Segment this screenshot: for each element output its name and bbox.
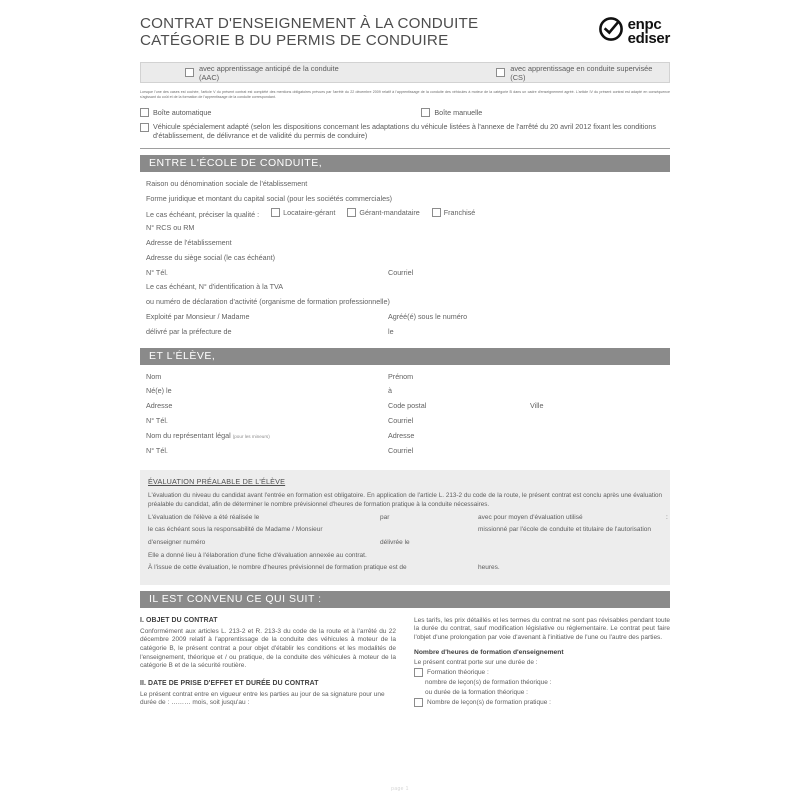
field-label: Adresse de l'établissement: [146, 238, 232, 247]
article-1-title: I. OBJET DU CONTRAT: [140, 616, 218, 624]
field-row: [140, 297, 670, 312]
field-label: délivré par la préfecture de: [146, 326, 232, 336]
evaluation-label: Elle a donné lieu à l'élaboration d'une fiche d'évaluation annexée au contrat.: [148, 551, 367, 559]
field-label: Nom: [146, 371, 162, 381]
evaluation-label: heures.: [478, 564, 500, 572]
section-header-convenu: IL EST CONVENU CE QUI SUIT :: [140, 591, 670, 608]
field-label: Le cas échéant, N° d'identification à la TVA: [146, 282, 284, 292]
evaluation-label: missionné par l'école de conduite et titulaire de l'autorisation: [478, 526, 652, 534]
brand-name-line-2: ediser: [627, 29, 670, 47]
checkbox-boite-automatique[interactable]: [140, 108, 211, 117]
title-line-2: CATÉGORIE B DU PERMIS DE CONDUIRE: [140, 31, 449, 49]
page-footer: page 1: [391, 786, 409, 792]
checkbox-box-icon[interactable]: [140, 108, 149, 117]
article-2-title: II. DATE DE PRISE D'EFFET ET DURÉE DU CONTRAT: [140, 679, 319, 687]
field-label: Courriel: [388, 267, 414, 277]
legal-fineprint: Lorsque l'une des cases est cochée, l'article V du présent contrat est complété des mentions obligatoires prévues par l'arrêté du 22 décembre 2009 relatif à l'apprentissage de la conduite des véhicules à moteur de la catégorie B dans un cadre d'enseignement agréé. L'article IV du présent contrat est adapté en conséquence s'agissant du coût et de la formation de l'apprentissage de la conduite correspondant.: [140, 90, 670, 100]
field-row: [140, 416, 670, 431]
brand-name-line-1: enpc: [627, 15, 662, 33]
learning-mode-band: [140, 62, 670, 83]
field-row: [140, 253, 670, 268]
evaluation-label: le cas échéant sous la responsabilité de Madame / Monsieur: [148, 526, 323, 534]
document-header: [140, 14, 670, 58]
evaluation-label: À l'issue de cette évaluation, le nombre d'heures prévisionnel de formation pratique est de: [148, 564, 407, 572]
checkbox-formation-theorique[interactable]: [414, 668, 670, 678]
checkbox-cs[interactable]: [496, 64, 669, 82]
checkbox-box-icon[interactable]: [496, 68, 505, 77]
evaluation-paragraph: L'évaluation du niveau du candidat avant l'entrée en formation est obligatoire. En application de l'article L. 213-2 du code de la route, le présent contrat est conclu après une évaluation préalable du candidat, afin de déterminer le nombre prévisionnel d'heures de formation pratique à la conduite nécessaires.: [148, 492, 662, 508]
checkbox-boite-automatique-label: Boîte automatique: [153, 107, 212, 117]
article-1-text: Conformément aux articles L. 213-2 et R. 213-3 du code de la route et à l'arrêté du 22 décembre 2009 relatif à l'apprentissage de la conduite des véhicules à moteur de la catégorie B, le présent contrat a pour objet d'établir les conditions et les modalités de l'enseignement, théorique et / ou pratique, de la conduite des véhicules à moteur de la catégorie B et de la sécurité routière.: [140, 627, 396, 670]
evaluation-row: [148, 526, 662, 539]
check-circle-icon: [598, 16, 624, 47]
field-row: [140, 431, 670, 446]
evaluation-row: [148, 539, 662, 552]
field-label: [146, 431, 270, 440]
checkbox-formation-pratique-label: Nombre de leçon(s) de formation pratique :: [427, 698, 551, 706]
field-label: N° Tél.: [146, 267, 168, 277]
field-row: [140, 194, 670, 209]
field-row: [140, 312, 670, 327]
field-label: Courriel: [388, 445, 414, 455]
brand-name: [627, 15, 670, 47]
field-label: Adresse: [388, 430, 415, 440]
evaluation-row: [148, 552, 662, 565]
field-label: Ville: [530, 401, 544, 411]
checkbox-box-icon[interactable]: [414, 668, 423, 677]
checkbox-formation-theorique-label: Formation théorique :: [427, 668, 489, 676]
field-label: Courriel: [388, 415, 414, 425]
field-label-text: Le cas échéant, préciser la qualité :: [146, 210, 260, 220]
field-label: N° Tél.: [146, 445, 168, 455]
field-label: Adresse du siège social (le cas échéant): [146, 252, 276, 262]
field-label: le: [388, 326, 394, 336]
checkbox-vehicule-adapte[interactable]: [140, 122, 670, 141]
checkbox-box-icon[interactable]: [414, 698, 423, 707]
checkbox-box-icon[interactable]: [185, 68, 194, 77]
field-row: [140, 179, 670, 194]
title-line-1: CONTRAT D'ENSEIGNEMENT À LA CONDUITE: [140, 15, 479, 32]
checkbox-gerant-mandataire[interactable]: [347, 208, 419, 217]
ecole-fields: [140, 179, 670, 342]
agreement-body: [140, 617, 670, 712]
checkbox-aac-label: avec apprentissage anticipé de la conduite (AAC): [199, 63, 339, 82]
evaluation-row: [148, 564, 662, 577]
field-label: ou numéro de déclaration d'activité (organisme de formation professionnelle): [146, 297, 390, 307]
field-row: [140, 386, 670, 401]
agreement-left-column: [140, 617, 396, 712]
evaluation-label: par: [380, 513, 390, 521]
gearbox-options: [140, 108, 670, 117]
field-label: Agréé(é) sous le numéro: [388, 311, 468, 321]
evaluation-row: [148, 513, 668, 527]
field-row: [140, 327, 670, 342]
divider: [140, 148, 670, 149]
checkbox-aac[interactable]: [185, 64, 360, 82]
field-row: [140, 446, 670, 461]
evaluation-label: L'évaluation de l'élève a été réalisée le: [148, 513, 260, 521]
checkbox-vehicule-adapte-label: Véhicule spécialement adapté (selon les dispositions concernant les adaptations du véhicule listées à l'annexe de l'arrêté du 20 avril 2012 fixant les conditions d'établissement, de délivrance et de validité du permis de conduire): [153, 121, 656, 141]
hours-intro: Le présent contrat porte sur une durée de :: [414, 658, 538, 666]
checkbox-box-icon[interactable]: [347, 208, 356, 217]
checkbox-cs-label: avec apprentissage en conduite supervisée (CS): [510, 63, 653, 82]
field-label: Adresse: [146, 401, 173, 411]
checkbox-boite-manuelle[interactable]: [421, 108, 482, 117]
checkbox-box-icon[interactable]: [271, 208, 280, 217]
field-row: [140, 282, 670, 297]
field-label: à: [388, 386, 392, 396]
field-row: [140, 268, 670, 283]
brand-logo: [598, 14, 670, 47]
field-label: N° Tél.: [146, 415, 168, 425]
evaluation-label: d'enseigner numéro: [148, 538, 206, 546]
tariff-text: Les tarifs, les prix détaillés et les termes du contrat ne sont pas révisables pendant toute la durée du contrat, sauf modification législative ou réglementaire. Le contrat peut faire l'objet d'une prolongation par voie d'avenant à l'initiative de l'une ou l'autre des parties.: [414, 616, 670, 641]
evaluation-label: délivrée le: [380, 538, 410, 546]
checkbox-franchise-label: Franchisé: [443, 208, 476, 218]
article-2-text: Le présent contrat entre en vigueur entre les parties au jour de sa signature pour une durée de : ……… mois, soit jusqu'au :: [140, 690, 385, 707]
field-row: [140, 238, 670, 253]
field-label: Exploité par Monsieur / Madame: [146, 311, 250, 321]
field-row: [140, 401, 670, 416]
field-row: [140, 223, 670, 238]
field-label: Prénom: [388, 371, 414, 381]
field-row-qualite: [140, 208, 670, 223]
checkbox-box-icon[interactable]: [140, 123, 149, 132]
checkbox-box-icon[interactable]: [432, 208, 441, 217]
checkbox-franchise[interactable]: [432, 208, 476, 217]
agreement-right-column: [414, 617, 670, 712]
checkbox-box-icon[interactable]: [421, 108, 430, 117]
evaluation-label: avec pour moyen d'évaluation utilisé: [478, 513, 583, 521]
field-label: Raison ou dénomination sociale de l'établissement: [146, 178, 308, 188]
field-label: N° RCS ou RM: [146, 223, 195, 233]
field-label: Forme juridique et montant du capital social (pour les sociétés commerciales): [146, 193, 393, 203]
field-label: Né(e) le: [146, 386, 172, 396]
section-header-eleve: ET L'ÉLÈVE,: [140, 348, 670, 365]
hours-title: Nombre d'heures de formation d'enseignement: [414, 648, 564, 656]
checkbox-formation-pratique[interactable]: [414, 698, 670, 708]
page-title: [140, 14, 478, 49]
formation-theorique-lecons: nombre de leçon(s) de formation théorique :: [425, 678, 552, 686]
field-label-text: Nom du représentant légal: [146, 430, 231, 440]
evaluation-section: [140, 470, 670, 584]
field-label-note: (pour les mineurs): [232, 433, 270, 439]
formation-theorique-duree: ou durée de la formation théorique :: [425, 688, 528, 696]
section-header-ecole: ENTRE L'ÉCOLE DE CONDUITE,: [140, 155, 670, 172]
field-row: [140, 372, 670, 387]
eleve-fields: [140, 372, 670, 461]
field-label: Code postal: [388, 401, 427, 411]
checkbox-gerant-mandataire-label: Gérant-mandataire: [359, 208, 420, 218]
evaluation-title: ÉVALUATION PRÉALABLE DE L'ÉLÈVE: [148, 477, 286, 487]
checkbox-locataire-gerant[interactable]: [271, 208, 335, 217]
checkbox-locataire-gerant-label: Locataire-gérant: [283, 208, 336, 218]
checkbox-boite-manuelle-label: Boîte manuelle: [434, 107, 483, 117]
evaluation-label: :: [666, 513, 668, 521]
field-label: [146, 208, 475, 219]
